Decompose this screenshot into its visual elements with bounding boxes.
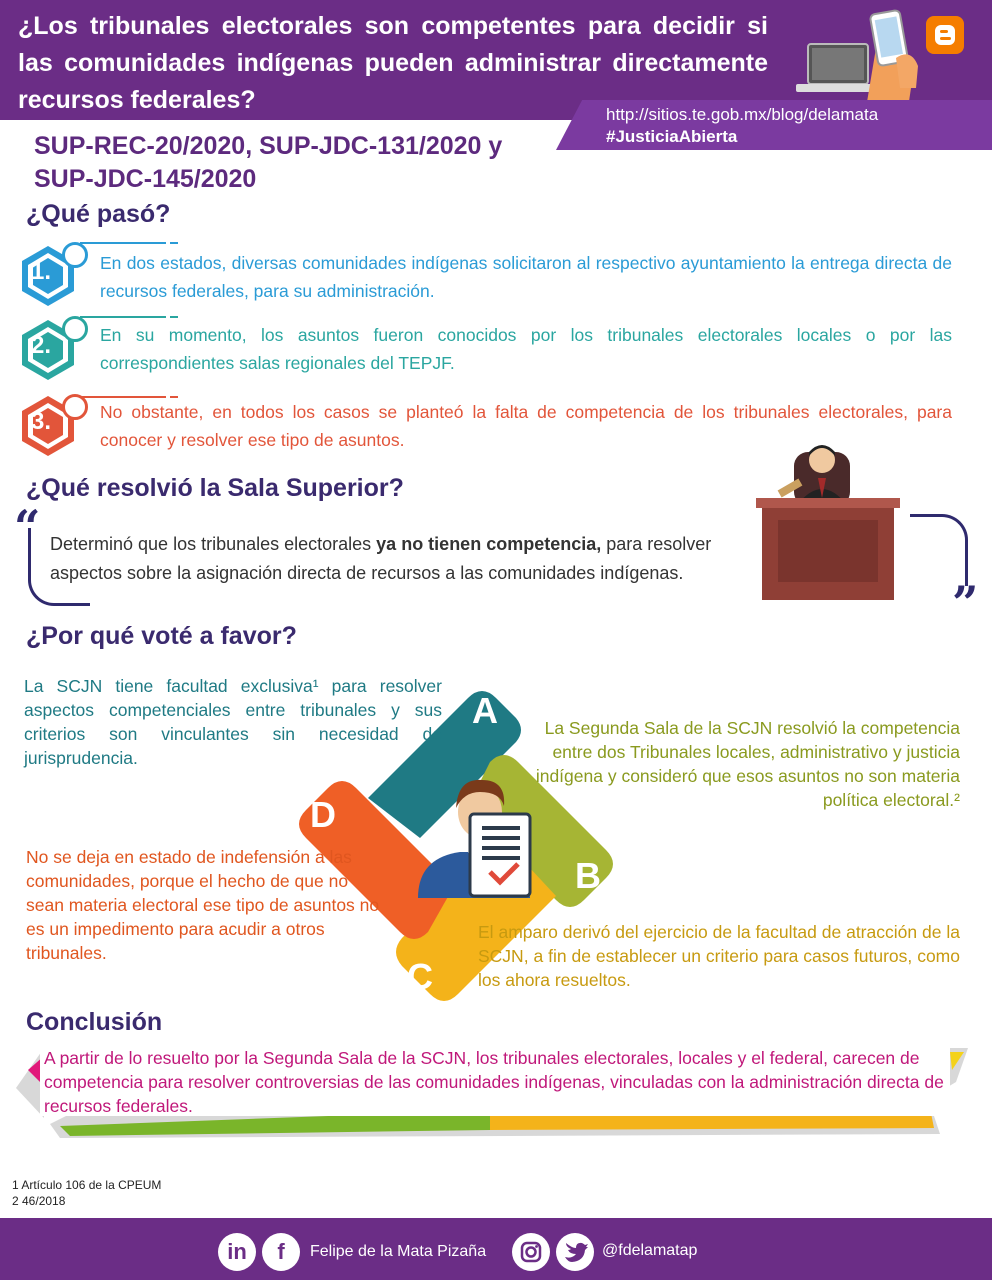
footnote-1: 1 Artículo 106 de la CPEUM <box>12 1178 162 1192</box>
step-1-bubble <box>62 242 88 268</box>
open-quote-mark: “ <box>14 500 41 554</box>
blog-url[interactable]: http://sitios.te.gob.mx/blog/delamata <box>606 105 879 124</box>
blog-link[interactable] <box>606 104 878 148</box>
resolution-text: Determinó que los tribunales electorales ya no tienen competencia, para resolver aspectos sobre la asignación directa de recursos a las comunidades indígenas. <box>50 534 712 583</box>
judge-illustration <box>748 434 908 604</box>
letter-d-label: D <box>310 794 336 835</box>
footnotes <box>12 1177 161 1209</box>
reason-d-text: No se deja en estado de indefensión a las comunidades, porque el hecho de que no sean materia electoral ese tipo de asuntos no es un impedimento para acudir a otros tribunales. <box>26 847 380 963</box>
section-title-que-paso: ¿Qué pasó? <box>26 200 171 228</box>
step-1-number: 1. <box>31 258 52 285</box>
step-2-bubble <box>62 316 88 342</box>
step-2-text: En su momento, los asuntos fueron conocidos por los tribunales electorales locales o por las correspondientes salas regionales del TEPJF. <box>100 325 952 373</box>
page-title: ¿Los tribunales electorales son competentes para decidir si las comunidades indígenas pueden administrar directamente recursos federales? <box>18 12 768 114</box>
person-with-checklist-illustration <box>408 768 548 898</box>
linkedin-icon[interactable]: in <box>218 1233 256 1271</box>
step-1-line <box>80 242 166 244</box>
step-3-number: 3. <box>31 408 52 435</box>
reason-c-text: El amparo derivó del ejercicio de la facultad de atracción de la SCJN, a fin de establecer un criterio para casos futuros, como los ahora resueltos. <box>478 922 960 990</box>
letter-b-label: B <box>575 855 601 896</box>
footer-handle: @fdelamatap <box>602 1242 698 1259</box>
blogger-icon[interactable] <box>926 16 964 54</box>
section-title-que-resolvio: ¿Qué resolvió la Sala Superior? <box>26 474 404 502</box>
section-title-conclusion: Conclusión <box>26 1008 163 1036</box>
step-2-number: 2. <box>31 332 52 359</box>
twitter-icon[interactable] <box>556 1233 594 1271</box>
close-quote-mark: ” <box>952 576 979 630</box>
laptop-phone-illustration <box>796 8 926 108</box>
hashtag: #JusticiaAbierta <box>606 127 738 146</box>
reason-a-text: La SCJN tiene facultad exclusiva¹ para resolver aspectos competenciales entre tribunales y sus criterios son vinculantes sin necesidad de jurisprudencia. <box>24 676 442 768</box>
conclusion-text: A partir de lo resuelto por la Segunda Sala de la SCJN, los tribunales electorales, locales y el federal, carecen de competencia para resolver controversias de las comunidades indígenas, vinculadas con la administración directa de recursos federales. <box>44 1048 944 1116</box>
section-title-por-que: ¿Por qué voté a favor? <box>26 622 297 650</box>
letter-c-label: C <box>407 956 433 997</box>
facebook-icon[interactable]: f <box>262 1233 300 1271</box>
footer-name: Felipe de la Mata Pizaña <box>310 1243 487 1260</box>
footer-bar <box>0 1218 992 1280</box>
footnote-2: 2 46/2018 <box>12 1194 66 1208</box>
step-2-line <box>80 316 166 318</box>
case-numbers: SUP-REC-20/2020, SUP-JDC-131/2020 y SUP-JDC-145/2020 <box>34 132 503 193</box>
resolution-bold: ya no tienen competencia, <box>376 534 602 554</box>
step-3-text: No obstante, en todos los casos se planteó la falta de competencia de los tribunales electorales, para conocer y resolver ese tipo de asuntos. <box>100 402 952 450</box>
instagram-icon[interactable] <box>512 1233 550 1271</box>
step-1-text: En dos estados, diversas comunidades indígenas solicitaron al respectivo ayuntamiento la entrega directa de recursos federales, para su administración. <box>100 253 952 301</box>
reason-b-text: La Segunda Sala de la SCJN resolvió la competencia entre dos Tribunales locales, administrativo y justicia indígena y consideró que esos asuntos no son materia política electoral.² <box>535 718 960 810</box>
letter-a-label: A <box>472 690 498 731</box>
